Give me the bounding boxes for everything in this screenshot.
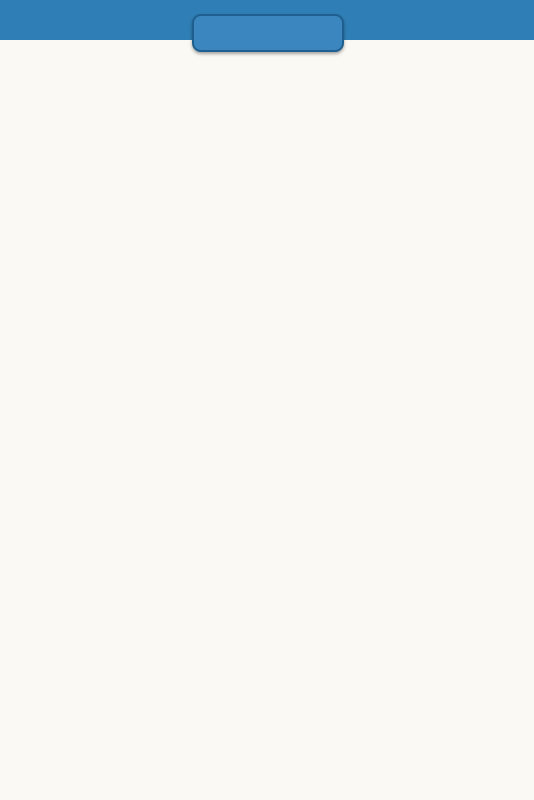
title-banner bbox=[192, 14, 344, 52]
table-of-contents bbox=[50, 63, 490, 69]
